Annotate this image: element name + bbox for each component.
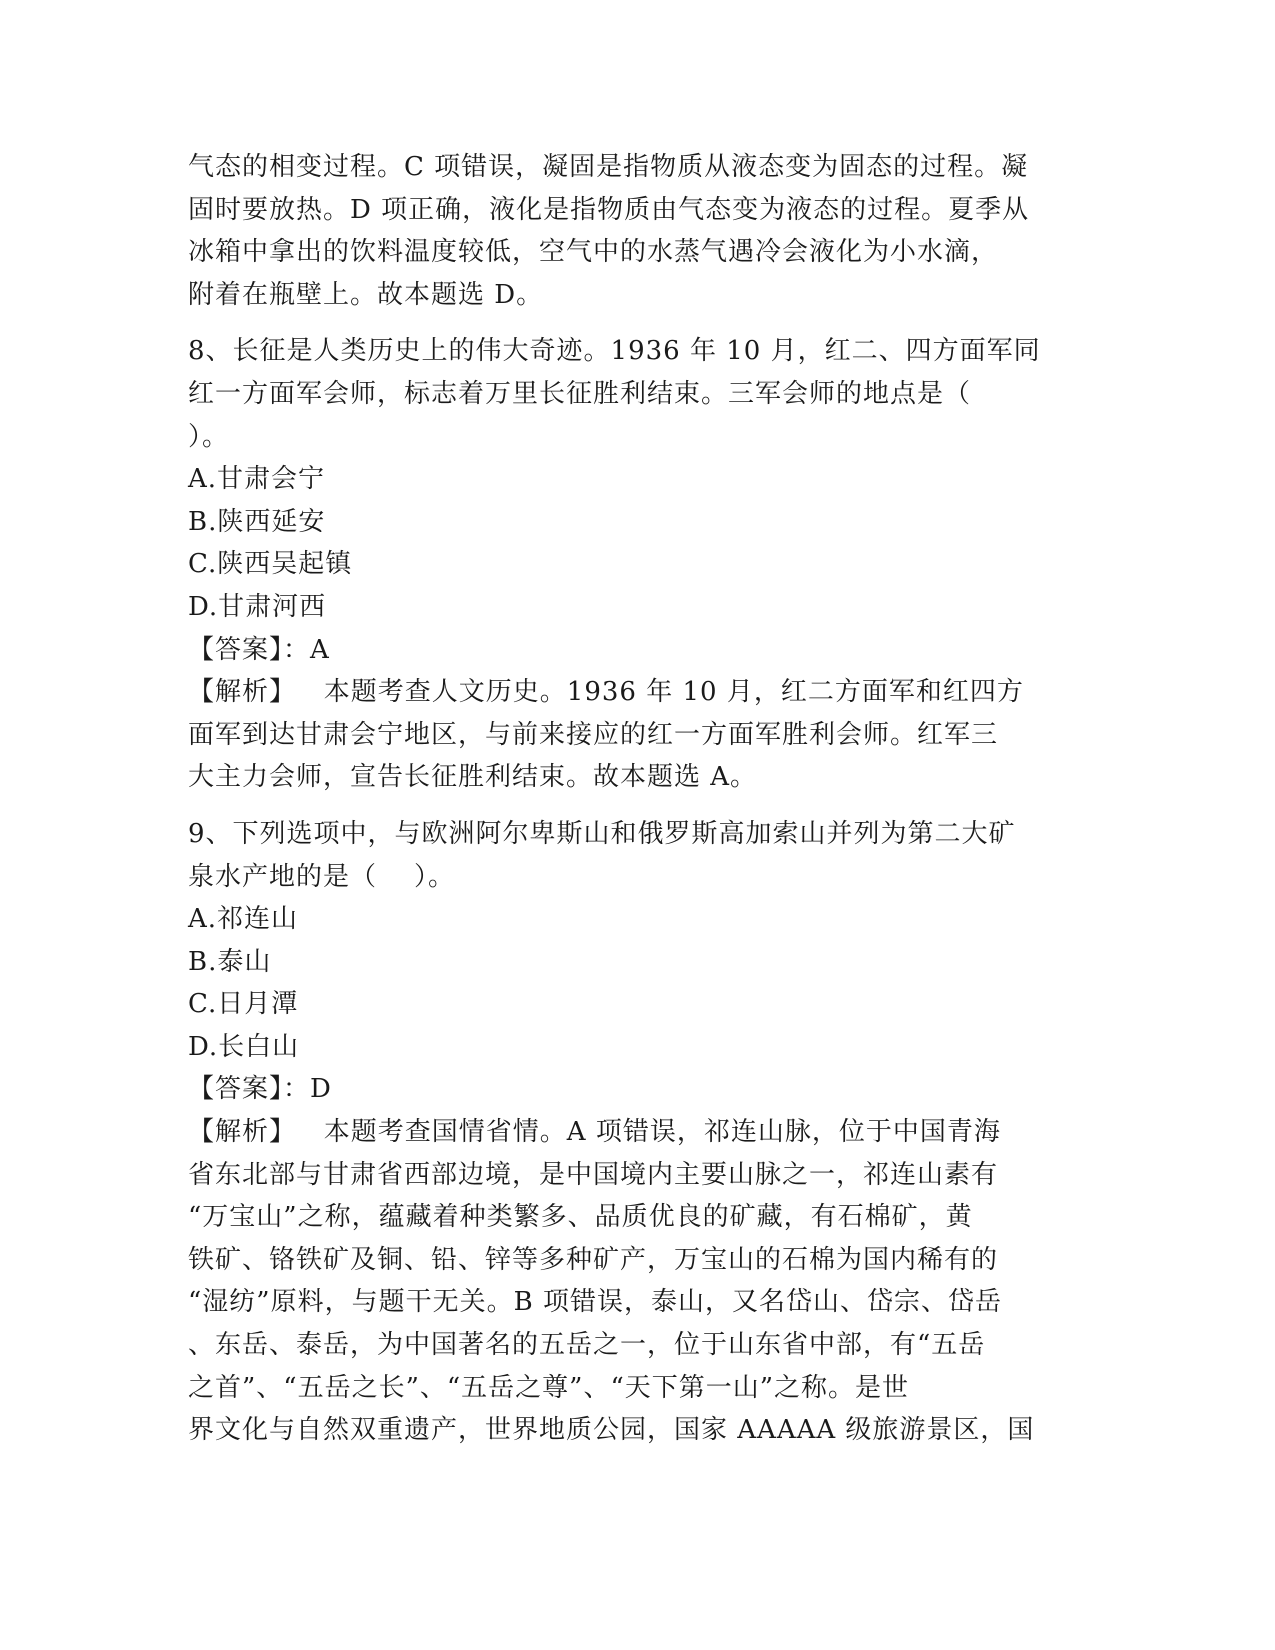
document-page xyxy=(188,146,1088,1452)
text-line: 大主力会师，宣告长征胜利结束。故本题选 A。 xyxy=(188,762,758,793)
text-line: 气态的相变过程。C 项错误，凝固是指物质从液态变为固态的过程。凝 xyxy=(188,152,1029,182)
text-line: 【解析】 本题考查人文历史。1936 年 10 月，红二方面军和红四方 xyxy=(188,677,1024,708)
options-list xyxy=(188,458,1088,628)
option-a: A.甘肃会宁 xyxy=(188,464,326,495)
answer-line: 【答案】：D xyxy=(188,1074,332,1105)
text-line: 8、长征是人类历史上的伟大奇迹。1936 年 10 月，红二、四方面军同 xyxy=(188,336,1041,367)
question-stem xyxy=(188,813,1088,898)
text-line: 冰箱中拿出的饮料温度较低，空气中的水蒸气遇冷会液化为小水滴， xyxy=(188,237,999,268)
text-line: 、东岳、泰岳，为中国著名的五岳之一，位于山东省中部，有“五岳 xyxy=(188,1330,986,1361)
text-line: “湿纺”原料，与题干无关。B 项错误，泰山，又名岱山、岱宗、岱岳 xyxy=(188,1287,1002,1318)
text-line: 9、下列选项中，与欧洲阿尔卑斯山和俄罗斯高加索山并列为第二大矿 xyxy=(188,818,1016,849)
options-list xyxy=(188,898,1088,1068)
text-line: 界文化与自然双重遗产，世界地质公园，国家 AAAAA 级旅游景区，国 xyxy=(188,1415,1035,1446)
text-line: 之首”、“五岳之长”、“五岳之尊”、“天下第一山”之称。是世 xyxy=(188,1372,910,1403)
option-c: C.陕西吴起镇 xyxy=(188,549,353,580)
option-c: C.日月潭 xyxy=(188,989,299,1020)
question-8 xyxy=(188,330,1088,799)
text-line: 泉水产地的是（ ）。 xyxy=(188,861,456,892)
question-stem xyxy=(188,330,1088,458)
text-line: 红一方面军会师，标志着万里长征胜利结束。三军会师的地点是（ xyxy=(188,378,972,409)
text-line: 省东北部与甘肃省西部边境，是中国境内主要山脉之一，祁连山素有 xyxy=(188,1159,999,1190)
text-line: 固时要放热。D 项正确，液化是指物质由气态变为液态的过程。夏季从 xyxy=(188,194,1030,225)
question-9 xyxy=(188,813,1088,1452)
analysis-paragraph xyxy=(188,671,1088,799)
text-line: “万宝山”之称，蕴藏着种类繁多、品质优良的矿藏，有石棉矿，黄 xyxy=(188,1202,973,1233)
option-a: A.祁连山 xyxy=(188,904,299,935)
text-line: 铁矿、铬铁矿及铜、铅、锌等多种矿产，万宝山的石棉为国内稀有的 xyxy=(188,1244,999,1275)
option-d: D.长白山 xyxy=(188,1031,300,1062)
text-line: ）。 xyxy=(188,421,230,452)
answer-line: 【答案】：A xyxy=(188,634,330,665)
text-line: 【解析】 本题考查国情省情。A 项错误，祁连山脉，位于中国青海 xyxy=(188,1117,1001,1148)
text-line: 附着在瓶壁上。故本题选 D。 xyxy=(188,279,544,310)
analysis-paragraph xyxy=(188,1111,1088,1452)
text-line: 面军到达甘肃会宁地区，与前来接应的红一方面军胜利会师。红军三 xyxy=(188,719,999,750)
option-b: B.泰山 xyxy=(188,946,272,977)
option-b: B.陕西延安 xyxy=(188,506,326,537)
continuation-paragraph xyxy=(188,146,1088,316)
option-d: D.甘肃河西 xyxy=(188,591,327,622)
